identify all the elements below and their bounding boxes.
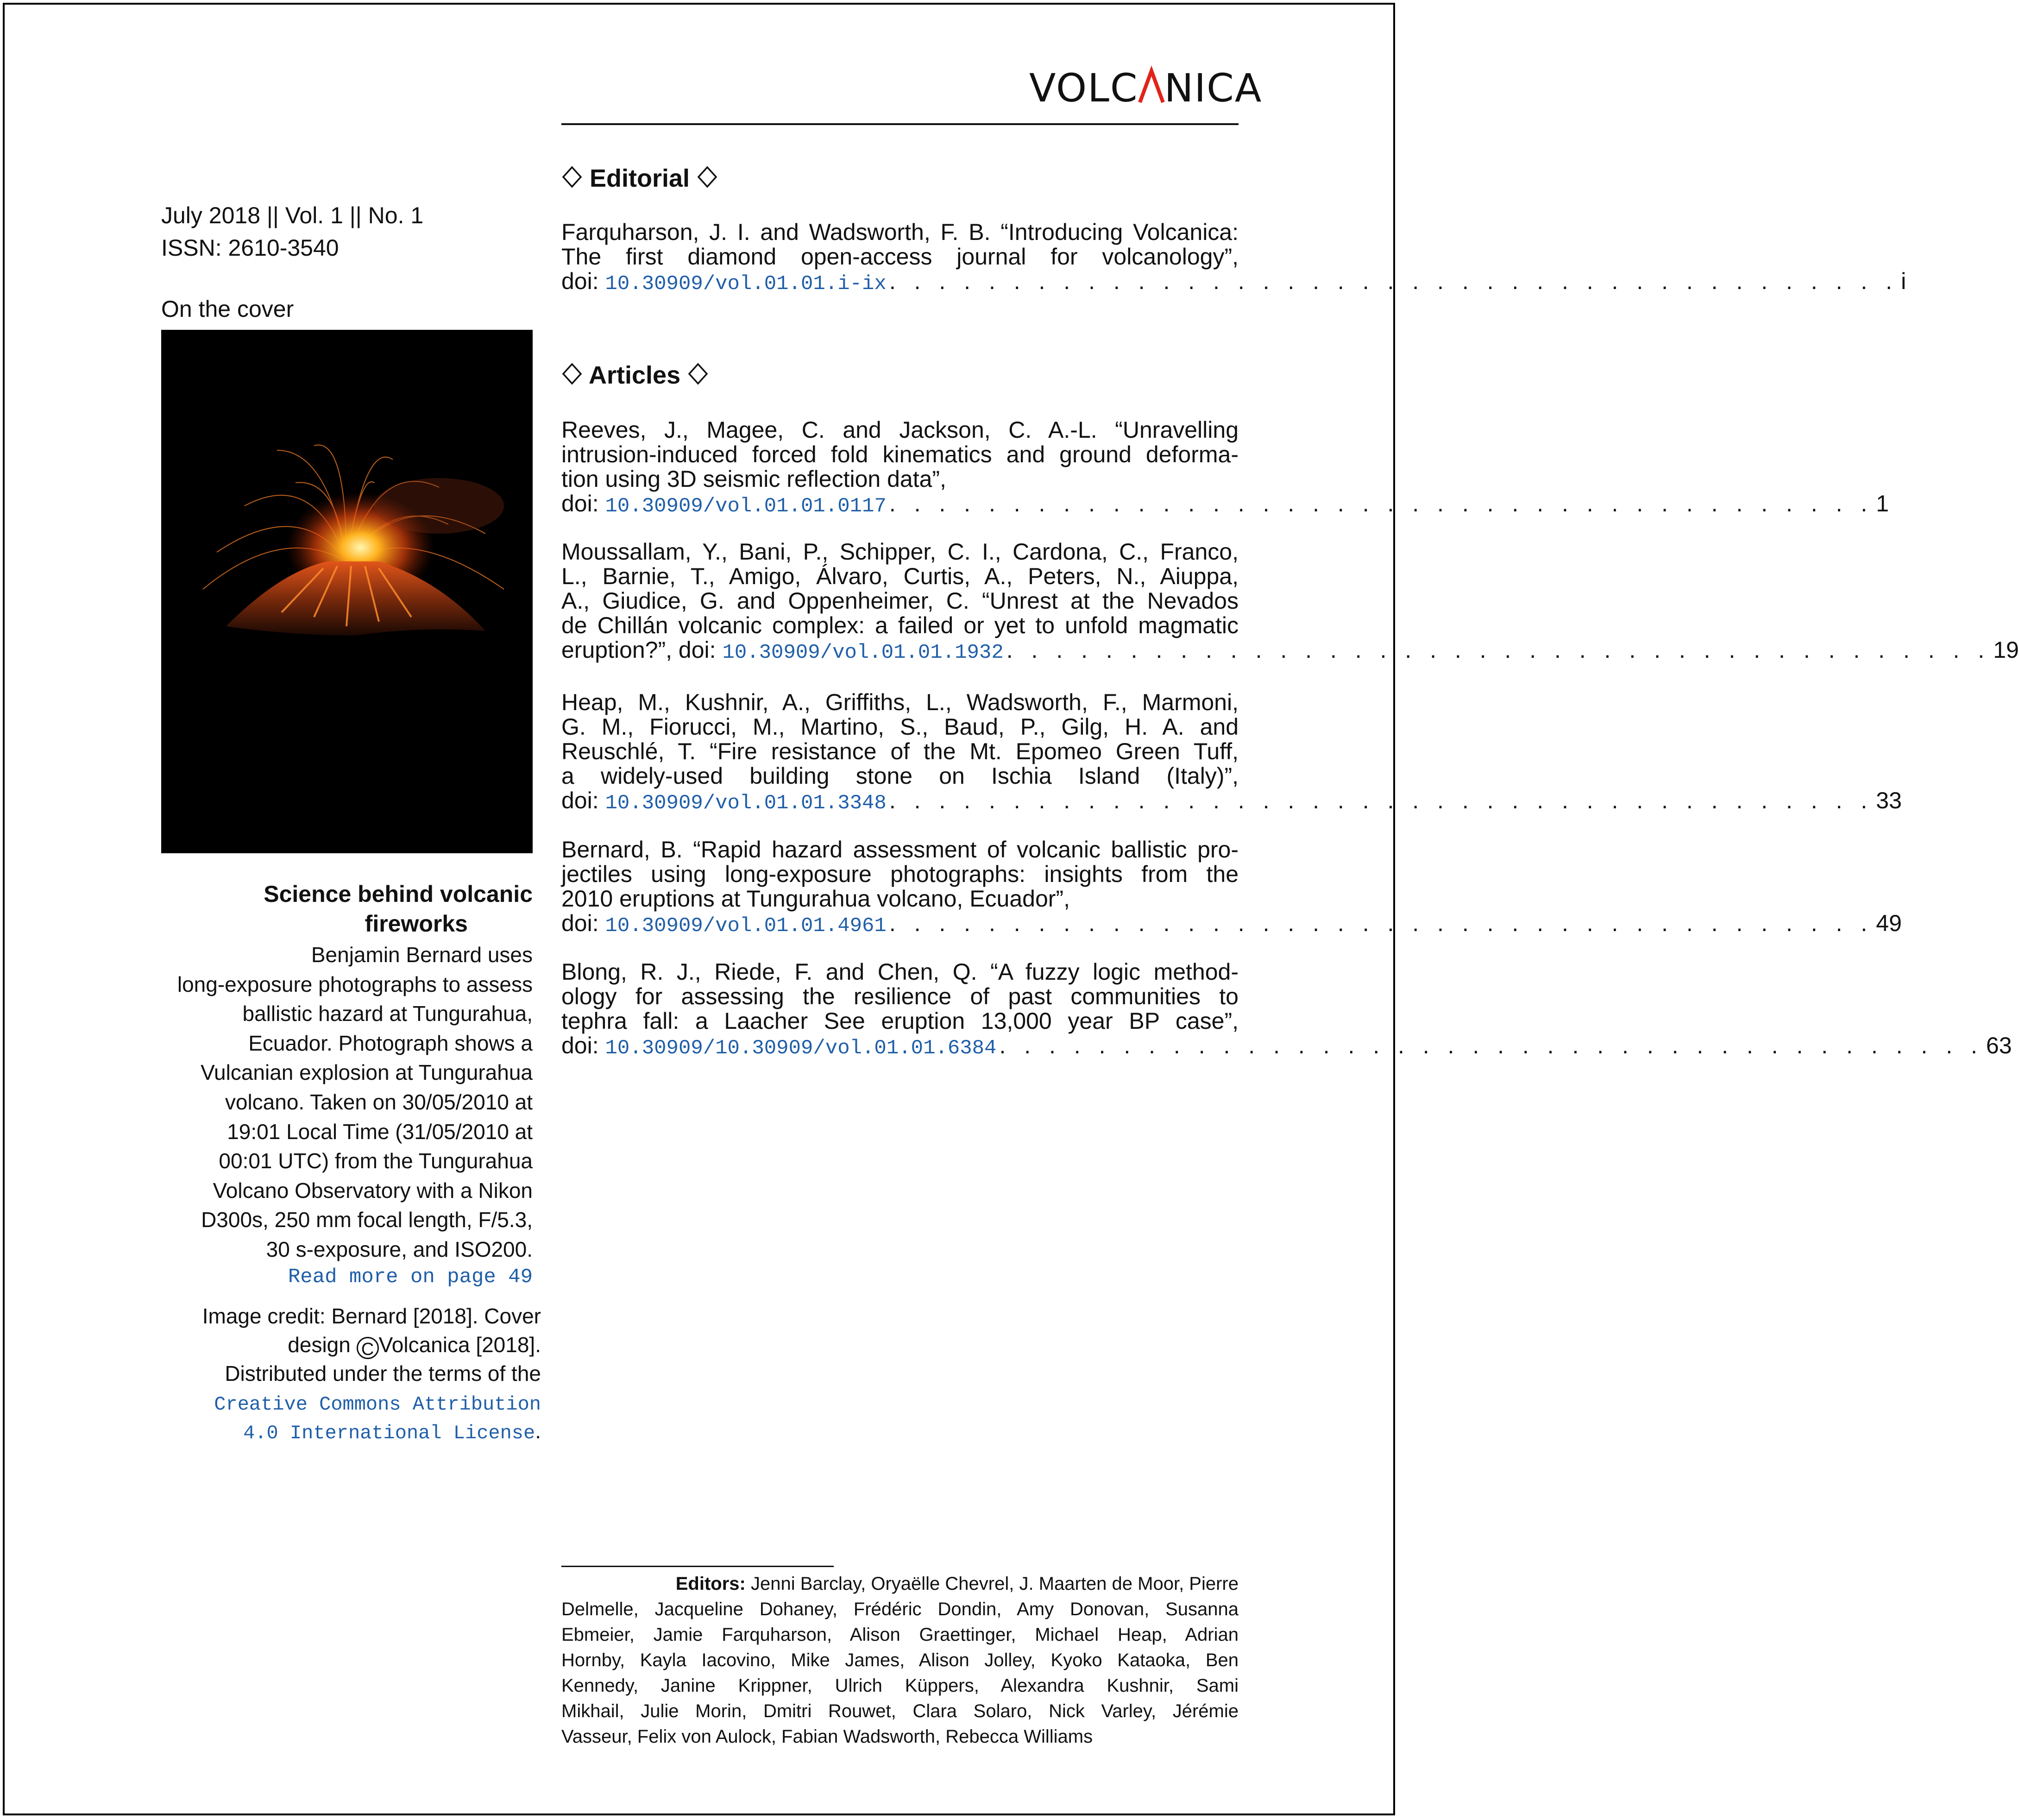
- page-number: 63: [1986, 1033, 2012, 1058]
- credit-line: Distributed under the terms of the: [225, 1361, 541, 1385]
- toc-entry-line: Bernard, B. “Rapid hazard assessment of volcanic ballistic pro-: [561, 837, 1239, 863]
- toc-entry-line: ology for assessing the resilience of past communities to: [561, 983, 1239, 1009]
- doi-link[interactable]: 10.30909/vol.01.01.3348: [605, 792, 887, 815]
- doi-label: doi:: [561, 268, 605, 294]
- logo-text-suffix: NICA: [1164, 65, 1263, 111]
- toc-doi-line: [561, 637, 2019, 665]
- cover-photo-volcano: [161, 330, 533, 853]
- cover-title-line: Science behind volcanic: [264, 881, 533, 907]
- editors-line: Mikhail, Julie Morin, Dmitri Rouwet, Clara Solaro, Nick Varley, Jérémie: [561, 1701, 1239, 1721]
- cover-description-line: 19:01 Local Time (31/05/2010 at: [227, 1119, 533, 1144]
- copyright-icon: C: [357, 1337, 379, 1359]
- cover-description-line: 00:01 UTC) from the Tungurahua: [219, 1149, 533, 1173]
- license-link-text[interactable]: 4.0 International License: [243, 1422, 535, 1444]
- toc-entry-line: G. M., Fiorucci, M., Martino, S., Baud, P., Gilg, H. A. and: [561, 714, 1239, 740]
- license-link[interactable]: [161, 1417, 541, 1445]
- cover-description-line: ballistic hazard at Tungurahua,: [242, 1001, 533, 1026]
- journal-logo: [1029, 65, 1263, 111]
- toc-entry: [561, 959, 2012, 1061]
- diamond-icon: [561, 363, 583, 384]
- dot-leader: . . . . . . . . . . . . . . . . . . . . . . . . . . . . . . . . . . . . . . . . .: [889, 268, 1899, 294]
- toc-entry-line: de Chillán volcanic complex: a failed or yet to unfold magmatic: [561, 612, 1239, 638]
- doi-label: doi:: [561, 787, 605, 813]
- footnote-rule: [561, 1566, 834, 1567]
- cover-description-line: 30 s-exposure, and ISO200.: [266, 1237, 533, 1261]
- toc-entry: [561, 219, 1906, 296]
- read-more-link[interactable]: Read more on page 49: [288, 1266, 533, 1289]
- toc-doi-line: [561, 268, 1906, 296]
- toc-entry-line: intrusion-induced forced fold kinematics and ground deforma-: [561, 441, 1239, 467]
- doi-label: doi:: [561, 1033, 605, 1058]
- toc-entry-line: a widely-used building stone on Ischia Island (Italy)”,: [561, 763, 1239, 789]
- editors-names: Jenni Barclay, Oryaëlle Chevrel, J. Maarten de Moor, Pierre: [750, 1574, 1239, 1594]
- section-heading-editorial: [561, 162, 718, 195]
- dot-leader: . . . . . . . . . . . . . . . . . . . . . . . . . . . . . . . . . . . . . . . .: [999, 1033, 1983, 1058]
- editors-line: Hornby, Kayla Iacovino, Mike James, Alison Jolley, Kyoko Kataoka, Ben: [561, 1650, 1239, 1670]
- toc-entry-line: Blong, R. J., Riede, F. and Chen, Q. “A fuzzy logic method-: [561, 959, 1239, 985]
- toc-doi-line: [561, 787, 1902, 816]
- doi-link[interactable]: 10.30909/vol.01.01.i-ix: [605, 272, 887, 296]
- credit-text: Volcanica [2018].: [378, 1333, 541, 1357]
- section-heading-articles: [561, 359, 709, 391]
- toc-entry-line: A., Giudice, G. and Oppenheimer, C. “Unrest at the Nevados: [561, 588, 1239, 614]
- page-number: 19: [1993, 637, 2019, 663]
- doi-link[interactable]: 10.30909/10.30909/vol.01.01.6384: [605, 1037, 997, 1060]
- credit-text: design: [288, 1333, 357, 1357]
- dot-leader: . . . . . . . . . . . . . . . . . . . . . . . . . . . . . . . . . . . . . . . .: [889, 787, 1874, 813]
- doi-link[interactable]: 10.30909/vol.01.01.1932: [722, 641, 1004, 664]
- toc-doi-line: [561, 910, 1902, 938]
- doi-label: doi:: [561, 910, 605, 936]
- cover-description-line: D300s, 250 mm focal length, F/5.3,: [201, 1208, 533, 1232]
- editors-line: Ebmeier, Jamie Farquharson, Alison Graettinger, Michael Heap, Adrian: [561, 1625, 1239, 1645]
- cover-description-line: Volcano Observatory with a Nikon: [213, 1178, 533, 1203]
- cover-title-line: fireworks: [365, 911, 468, 937]
- toc-entry-line: tephra fall: a Laacher See eruption 13,000 year BP case”,: [561, 1008, 1239, 1034]
- toc-entry: [561, 689, 1902, 816]
- toc-entry: [561, 837, 1902, 938]
- cover-description-line: Ecuador. Photograph shows a: [248, 1031, 533, 1055]
- editors-list: [561, 1571, 1239, 1750]
- toc-entry-line: The first diamond open-access journal for volcanology”,: [561, 244, 1239, 270]
- page-number: 1: [1876, 491, 1889, 516]
- page-number: 33: [1876, 787, 1902, 813]
- toc-entry-line: Moussallam, Y., Bani, P., Schipper, C. I., Cardona, C., Franco,: [561, 539, 1239, 565]
- issue-date-volume: July 2018 || Vol. 1 || No. 1: [161, 202, 424, 228]
- cover-description-line: Benjamin Bernard uses: [311, 943, 533, 967]
- toc-entry: [561, 539, 2019, 665]
- license-link[interactable]: [161, 1388, 541, 1417]
- cover-description: [161, 940, 533, 1265]
- editors-line: Kennedy, Janine Krippner, Ulrich Küppers, Alexandra Kushnir, Sami: [561, 1675, 1239, 1696]
- diamond-icon: [697, 166, 718, 188]
- dot-leader: . . . . . . . . . . . . . . . . . . . . . . . . . . . . . . . . . . . . . . . .: [889, 491, 1874, 516]
- toc-entry-line: L., Barnie, T., Amigo, Álvaro, Curtis, A., Peters, N., Aiuppa,: [561, 563, 1239, 589]
- editors-line: Vasseur, Felix von Aulock, Fabian Wadsworth, Rebecca Williams: [561, 1726, 1093, 1747]
- doi-label: eruption?”, doi:: [561, 637, 723, 663]
- toc-entry-line: Farquharson, J. I. and Wadsworth, F. B. “Introducing Volcanica:: [561, 219, 1239, 245]
- cover-label: On the cover: [161, 296, 294, 322]
- toc-entry-line: Heap, M., Kushnir, A., Griffiths, L., Wadsworth, F., Marmoni,: [561, 689, 1239, 715]
- toc-doi-line: [561, 491, 1889, 519]
- issn: ISSN: 2610-3540: [161, 235, 339, 261]
- logo-caret-mark: [1138, 70, 1164, 102]
- section-title: Editorial: [590, 164, 690, 192]
- toc-entry-line: tion using 3D seismic reflection data”,: [561, 466, 946, 492]
- toc-entry: [561, 417, 1889, 519]
- page-number: 49: [1876, 910, 1902, 936]
- toc-entry-line: 2010 eruptions at Tungurahua volcano, Ecuador”,: [561, 886, 1070, 912]
- doi-label: doi:: [561, 491, 605, 516]
- image-credit: [161, 1302, 541, 1445]
- header-rule: [561, 123, 1239, 125]
- issue-info: [161, 199, 423, 264]
- credit-line: [161, 1330, 541, 1359]
- dot-leader: . . . . . . . . . . . . . . . . . . . . . . . . . . . . . . . . . . . . . . . .: [889, 910, 1874, 936]
- toc-entry-line: Reeves, J., Magee, C. and Jackson, C. A.-L. “Unravelling: [561, 417, 1239, 443]
- toc-doi-line: [561, 1033, 2012, 1061]
- dot-leader: . . . . . . . . . . . . . . . . . . . . . . . . . . . . . . . . . . . . . . . .: [1006, 637, 1991, 663]
- diamond-icon: [687, 363, 709, 384]
- license-period: .: [535, 1419, 541, 1443]
- editors-line: Delmelle, Jacqueline Dohaney, Frédéric Dondin, Amy Donovan, Susanna: [561, 1599, 1239, 1619]
- credit-line: Image credit: Bernard [2018]. Cover: [202, 1304, 541, 1328]
- license-link-text[interactable]: Creative Commons Attribution: [214, 1393, 541, 1416]
- doi-link[interactable]: 10.30909/vol.01.01.4961: [605, 914, 887, 938]
- cover-story-title: [161, 879, 533, 938]
- toc-entry-line: jectiles using long-exposure photographs: insights from the: [561, 861, 1239, 887]
- editors-label: Editors:: [675, 1574, 746, 1594]
- section-title: Articles: [589, 361, 681, 389]
- diamond-icon: [561, 166, 583, 188]
- page-number: i: [1901, 268, 1906, 294]
- cover-description-line: volcano. Taken on 30/05/2010 at: [225, 1089, 533, 1114]
- doi-link[interactable]: 10.30909/vol.01.01.0117: [605, 495, 887, 518]
- toc-entry-line: Reuschlé, T. “Fire resistance of the Mt. Epomeo Green Tuff,: [561, 738, 1239, 764]
- cover-description-line: Vulcanian explosion at Tungurahua: [201, 1060, 533, 1085]
- cover-description-line: long-exposure photographs to assess: [177, 972, 533, 996]
- editors-line: [561, 1571, 1239, 1597]
- logo-text-prefix: VOLC: [1029, 65, 1138, 111]
